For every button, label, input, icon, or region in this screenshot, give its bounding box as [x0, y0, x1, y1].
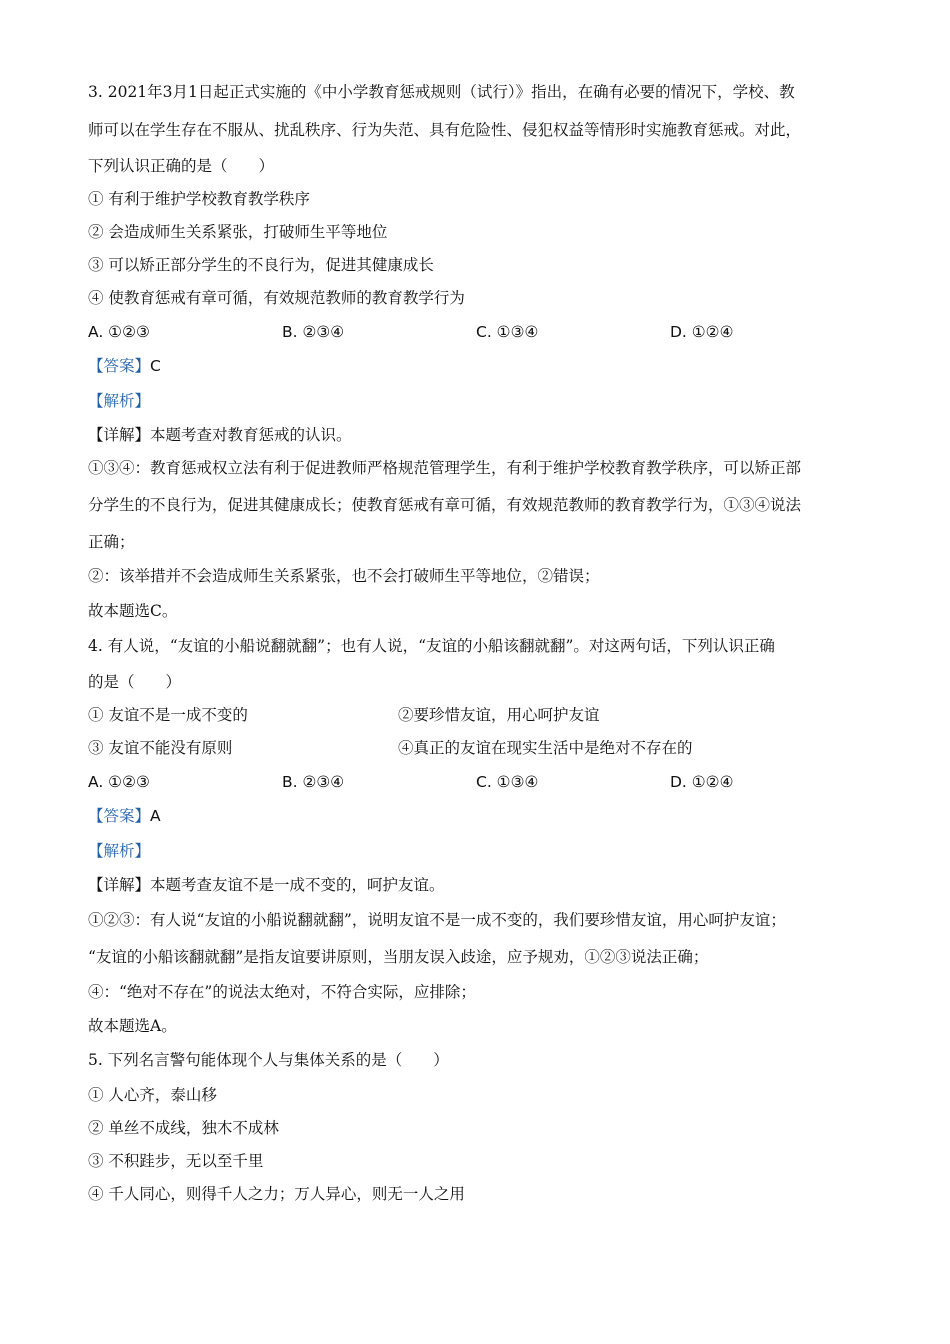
q3-conclusion: 故本题选C。	[88, 602, 178, 620]
detail-text: 本题考查对教育惩戒的认识。	[150, 426, 352, 444]
detail-label: 【详解】	[88, 426, 151, 444]
answer-label: 【答案】	[88, 357, 151, 375]
q4-option-a: A. ①②③	[88, 773, 150, 791]
q5-item-2: ② 单丝不成线，独木不成林	[88, 1119, 279, 1137]
q5-item-1: ① 人心齐，泰山移	[88, 1086, 217, 1104]
detail-text: 本题考查友谊不是一成不变的，呵护友谊。	[150, 876, 445, 894]
q3-stem-line-3: 下列认识正确的是（ ）	[88, 157, 275, 175]
q5-stem: 5. 下列名言警句能体现个人与集体关系的是（ ）	[88, 1051, 449, 1069]
q3-option-d: D. ①②④	[670, 323, 734, 341]
q5-item-4: ④ 千人同心，则得千人之力；万人异心，则无一人之用	[88, 1185, 465, 1203]
q4-explain-line-2: “友谊的小船该翻就翻”是指友谊要讲原则，当朋友误入歧途，应予规劝，①②③说法正确；	[88, 948, 709, 966]
q3-detail-line	[88, 425, 352, 445]
q3-answer-line	[88, 356, 161, 376]
detail-label: 【详解】	[88, 876, 151, 894]
q4-detail-line	[88, 875, 445, 895]
answer-label: 【答案】	[88, 807, 151, 825]
q4-analysis-label: 【解析】	[88, 842, 151, 860]
q4-option-b: B. ②③④	[282, 773, 345, 791]
q4-explain-wrong: ④：“绝对不存在”的说法太绝对，不符合实际，应排除；	[88, 983, 476, 1001]
q4-item-3: ③ 友谊不能没有原则	[88, 739, 233, 757]
answer-value: C	[150, 357, 161, 375]
q3-explain-line-2: 分学生的不良行为，促进其健康成长；使教育惩戒有章可循，有效规范教师的教育教学行为，①③④说法	[88, 496, 802, 514]
answer-value: A	[150, 807, 161, 825]
q3-stem-line-2: 师可以在学生存在不服从、扰乱秩序、行为失范、具有危险性、侵犯权益等情形时实施教育惩戒。对此，	[88, 121, 802, 139]
q3-explain-line-3: 正确；	[88, 533, 135, 551]
q5-item-3: ③ 不积跬步，无以至千里	[88, 1152, 264, 1170]
q4-stem-line-2: 的是（ ）	[88, 673, 182, 691]
q3-stem-line-1: 3. 2021年3月1日起正式实施的《中小学教育惩戒规则（试行）》指出，在确有必要的情况下，学校、教	[88, 83, 795, 101]
q3-item-4: ④ 使教育惩戒有章可循，有效规范教师的教育教学行为	[88, 289, 465, 307]
q3-item-3: ③ 可以矫正部分学生的不良行为，促进其健康成长	[88, 256, 434, 274]
q3-option-b: B. ②③④	[282, 323, 345, 341]
q4-stem-line-1: 4. 有人说，“友谊的小船说翻就翻”；也有人说，“友谊的小船该翻就翻”。对这两句话，下列认识正确	[88, 637, 775, 655]
q4-answer-line	[88, 806, 161, 826]
q3-option-a: A. ①②③	[88, 323, 150, 341]
q4-conclusion: 故本题选A。	[88, 1017, 177, 1035]
q4-option-c: C. ①③④	[476, 773, 539, 791]
q4-option-d: D. ①②④	[670, 773, 734, 791]
q3-item-2: ② 会造成师生关系紧张，打破师生平等地位	[88, 223, 388, 241]
q4-item-1: ① 友谊不是一成不变的	[88, 706, 248, 724]
q3-item-1: ① 有利于维护学校教育教学秩序	[88, 190, 310, 208]
q3-explain-line-1: ①③④：教育惩戒权立法有利于促进教师严格规范管理学生，有利于维护学校教育教学秩序，可以矫正部	[88, 459, 802, 477]
q3-option-c: C. ①③④	[476, 323, 539, 341]
q3-explain-wrong: ②：该举措并不会造成师生关系紧张，也不会打破师生平等地位，②错误；	[88, 567, 600, 585]
q4-item-4: ④真正的友谊在现实生活中是绝对不存在的	[398, 739, 693, 757]
q4-item-2: ②要珍惜友谊，用心呵护友谊	[398, 706, 600, 724]
q3-analysis-label: 【解析】	[88, 392, 151, 410]
q4-explain-line-1: ①②③：有人说“友谊的小船说翻就翻”，说明友谊不是一成不变的，我们要珍惜友谊，用心呵护友谊；	[88, 911, 786, 929]
